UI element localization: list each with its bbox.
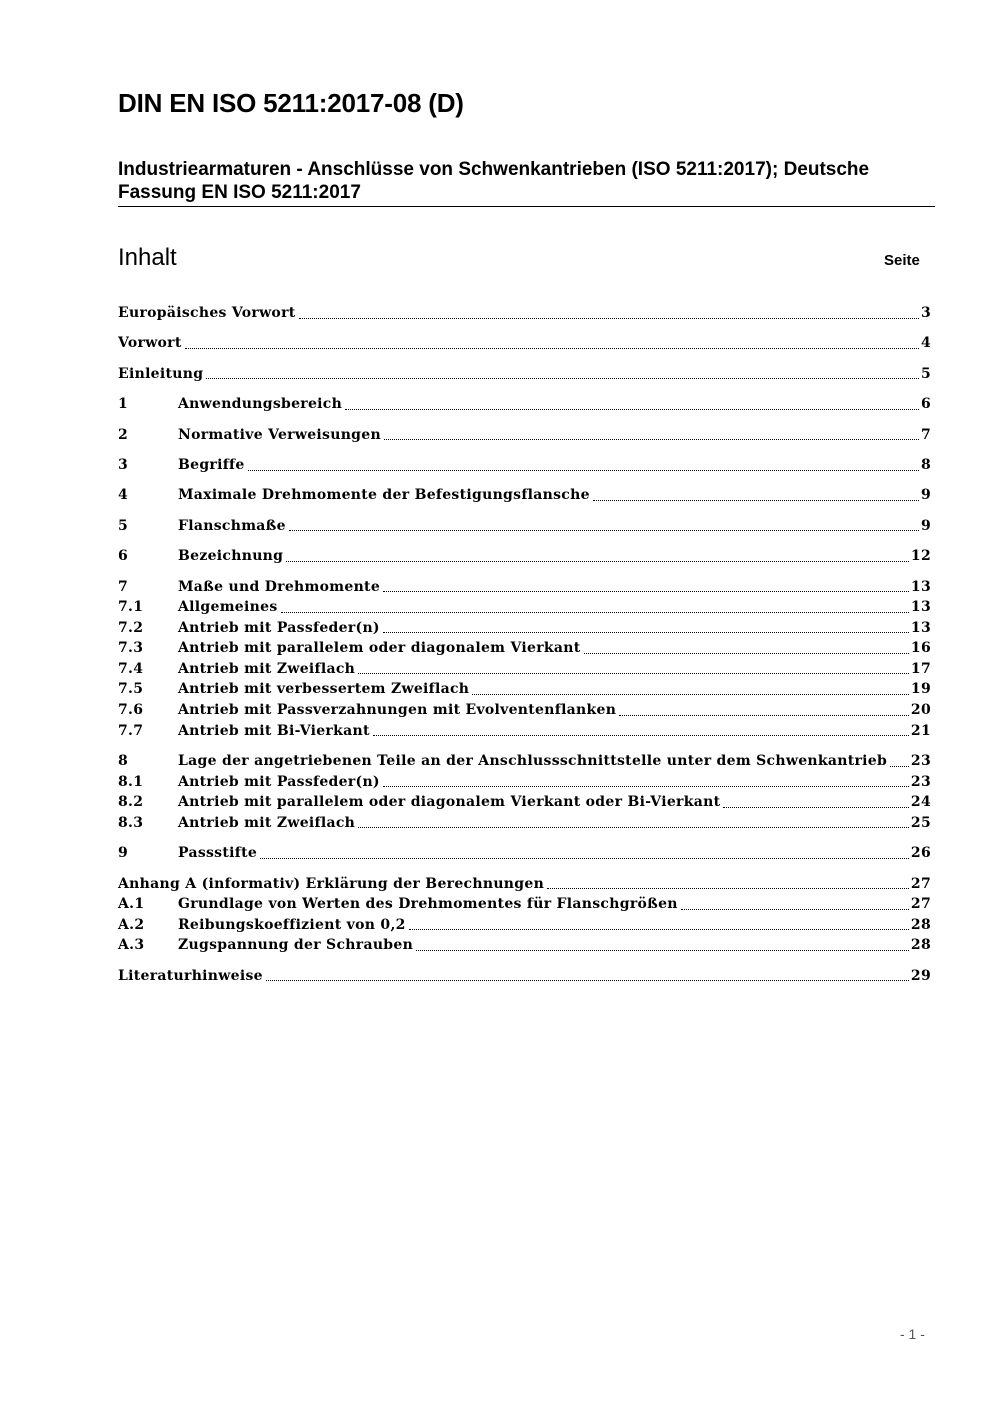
toc-dot-leader xyxy=(383,591,909,592)
toc-entry[interactable] xyxy=(118,577,931,598)
toc-entry-page: 13 xyxy=(910,578,931,595)
toc-entry-page: 5 xyxy=(920,365,931,382)
toc-entry[interactable] xyxy=(118,772,931,793)
toc-entry-label: Vorwort xyxy=(118,335,182,352)
toc-entry-number: 7.1 xyxy=(118,599,144,616)
toc-dot-leader xyxy=(260,858,909,859)
toc-dot-leader xyxy=(286,561,909,562)
toc-entry[interactable] xyxy=(118,546,931,567)
toc-dot-leader xyxy=(619,715,909,716)
toc-entry[interactable] xyxy=(118,894,931,915)
toc-entry-page: 28 xyxy=(910,916,931,933)
toc-entry-number: 5 xyxy=(118,517,129,534)
toc-entry[interactable] xyxy=(118,425,931,446)
toc-entry-number: 8.2 xyxy=(118,794,144,811)
toc-entry-label: Maximale Drehmomente der Befestigungsflansche xyxy=(178,487,590,504)
toc-entry-page: 23 xyxy=(910,753,931,770)
toc-entry-page: 25 xyxy=(910,814,931,831)
toc-entry-label: Bezeichnung xyxy=(178,548,284,565)
toc-entry-label: Antrieb mit parallelem oder diagonalem Vierkant oder Bi-Vierkant xyxy=(178,794,721,811)
toc-entry[interactable] xyxy=(118,843,931,864)
toc-entry-label: Anhang A (informativ) Erklärung der Berechnungen xyxy=(118,875,545,892)
toc-entry[interactable] xyxy=(118,966,931,987)
toc-dot-leader xyxy=(416,950,909,951)
toc-dot-leader xyxy=(723,807,909,808)
toc-dot-leader xyxy=(281,612,909,613)
toc-entry-page: 23 xyxy=(910,773,931,790)
toc-entry-page: 26 xyxy=(910,845,931,862)
toc-entry[interactable] xyxy=(118,638,931,659)
toc-entry[interactable] xyxy=(118,618,931,639)
toc-entry-number: 1 xyxy=(118,396,129,413)
toc-entry-page: 24 xyxy=(910,794,931,811)
toc-dot-leader xyxy=(185,348,919,349)
toc-dot-leader xyxy=(289,530,919,531)
toc-entry-page: 28 xyxy=(910,937,931,954)
toc-dot-leader xyxy=(890,766,909,767)
toc-dot-leader xyxy=(593,500,919,501)
toc-dot-leader xyxy=(681,909,909,910)
toc-entry-page: 9 xyxy=(920,487,931,504)
toc-entry-label: Antrieb mit Passverzahnungen mit Evolventenflanken xyxy=(178,702,617,719)
toc-entry[interactable] xyxy=(118,364,931,385)
toc-entry-number: 4 xyxy=(118,487,129,504)
toc-entry[interactable] xyxy=(118,874,931,895)
toc-entry-number: 8.1 xyxy=(118,773,144,790)
toc-entry-page: 29 xyxy=(910,967,931,984)
toc-dot-leader xyxy=(584,653,909,654)
table-of-contents xyxy=(118,303,931,986)
toc-entry-number: 7.2 xyxy=(118,619,144,636)
toc-entry-label: Grundlage von Werten des Drehmomentes für Flanschgrößen xyxy=(178,896,678,913)
toc-entry-number: 7.4 xyxy=(118,660,144,677)
toc-entry[interactable] xyxy=(118,792,931,813)
toc-entry-page: 12 xyxy=(910,548,931,565)
toc-dot-leader xyxy=(373,735,909,736)
toc-entry[interactable] xyxy=(118,813,931,834)
toc-entry-page: 13 xyxy=(910,619,931,636)
toc-entry[interactable] xyxy=(118,679,931,700)
toc-entry-label: Einleitung xyxy=(118,365,204,382)
toc-entry-page: 20 xyxy=(910,702,931,719)
toc-entry-number: A.2 xyxy=(118,916,145,933)
toc-entry-label: Flanschmaße xyxy=(178,517,286,534)
toc-entry-number: 8.3 xyxy=(118,814,144,831)
toc-dot-leader xyxy=(547,888,909,889)
title-divider xyxy=(118,206,935,207)
toc-entry-number: 3 xyxy=(118,456,129,473)
toc-dot-leader xyxy=(383,786,909,787)
toc-entry-number: 7.6 xyxy=(118,702,144,719)
toc-entry-page: 27 xyxy=(910,875,931,892)
toc-entry-label: Normative Verweisungen xyxy=(178,426,381,443)
toc-entry[interactable] xyxy=(118,915,931,936)
toc-entry[interactable] xyxy=(118,303,931,324)
toc-entry-label: Antrieb mit verbessertem Zweiflach xyxy=(178,681,470,698)
toc-entry-label: Anwendungsbereich xyxy=(178,396,343,413)
toc-entry-page: 9 xyxy=(920,517,931,534)
toc-entry-label: Reibungskoeffizient von 0,2 xyxy=(178,916,406,933)
toc-entry-number: 8 xyxy=(118,753,129,770)
toc-dot-leader xyxy=(472,694,909,695)
toc-entry-page: 16 xyxy=(910,640,931,657)
toc-entry-label: Antrieb mit Passfeder(n) xyxy=(178,773,380,790)
toc-entry-page: 19 xyxy=(910,681,931,698)
toc-entry-label: Maße und Drehmomente xyxy=(178,578,381,595)
toc-entry[interactable] xyxy=(118,700,931,721)
document-id: DIN EN ISO 5211:2017-08 (D) xyxy=(118,88,464,118)
toc-entry[interactable] xyxy=(118,516,931,537)
toc-entry-number: 7.7 xyxy=(118,722,144,739)
toc-entry[interactable] xyxy=(118,485,931,506)
toc-entry[interactable] xyxy=(118,659,931,680)
toc-entry[interactable] xyxy=(118,751,931,772)
toc-dot-leader xyxy=(383,632,909,633)
toc-entry-label: Antrieb mit parallelem oder diagonalem Vierkant xyxy=(178,640,581,657)
page-column-label: Seite xyxy=(884,252,920,269)
toc-entry-label: Lage der angetriebenen Teile an der Anschlussschnittstelle unter dem Schwenkantrieb xyxy=(178,753,888,770)
toc-entry-label: Zugspannung der Schrauben xyxy=(178,937,414,954)
toc-entry-page: 21 xyxy=(910,722,931,739)
toc-entry-number: 7 xyxy=(118,578,129,595)
toc-entry[interactable] xyxy=(118,333,931,354)
toc-entry[interactable] xyxy=(118,721,931,742)
toc-entry-label: Begriffe xyxy=(178,456,245,473)
toc-dot-leader xyxy=(358,673,909,674)
toc-dot-leader xyxy=(409,929,909,930)
toc-entry-page: 27 xyxy=(910,896,931,913)
toc-entry-number: A.3 xyxy=(118,937,145,954)
toc-entry-number: 2 xyxy=(118,426,129,443)
toc-entry-number: 7.3 xyxy=(118,640,144,657)
toc-entry[interactable] xyxy=(118,394,931,415)
toc-entry-page: 8 xyxy=(920,456,931,473)
toc-entry-label: Passstifte xyxy=(178,845,258,862)
toc-entry-page: 4 xyxy=(920,335,931,352)
toc-entry-page: 13 xyxy=(910,599,931,616)
toc-entry-number: 9 xyxy=(118,845,129,862)
toc-dot-leader xyxy=(206,378,919,379)
toc-entry-label: Allgemeines xyxy=(178,599,278,616)
toc-entry-label: Literaturhinweise xyxy=(118,967,263,984)
toc-dot-leader xyxy=(358,827,909,828)
toc-entry[interactable] xyxy=(118,455,931,476)
toc-dot-leader xyxy=(345,409,919,410)
toc-entry-label: Antrieb mit Zweiflach xyxy=(178,660,356,677)
toc-entry-label: Antrieb mit Bi-Vierkant xyxy=(178,722,370,739)
toc-dot-leader xyxy=(299,318,919,319)
toc-entry-label: Europäisches Vorwort xyxy=(118,305,296,321)
toc-entry-label: Antrieb mit Passfeder(n) xyxy=(178,619,380,636)
toc-entry-number: A.1 xyxy=(118,896,145,913)
document-title: Industriearmaturen - Anschlüsse von Schwenkantrieben (ISO 5211:2017); Deutsche Fassung EN ISO 5211:2017 xyxy=(118,159,870,203)
toc-entry-page: 3 xyxy=(920,305,931,321)
toc-dot-leader xyxy=(384,439,919,440)
toc-heading: Inhalt xyxy=(118,244,177,271)
toc-entry-page: 17 xyxy=(910,660,931,677)
toc-entry-page: 6 xyxy=(920,396,931,413)
page-number: - 1 - xyxy=(900,1326,925,1342)
toc-entry-number: 6 xyxy=(118,548,129,565)
toc-entry-page: 7 xyxy=(920,426,931,443)
toc-dot-leader xyxy=(266,980,909,981)
toc-entry-label: Antrieb mit Zweiflach xyxy=(178,814,356,831)
toc-entry-number: 7.5 xyxy=(118,681,144,698)
toc-dot-leader xyxy=(248,470,919,471)
toc-entry[interactable] xyxy=(118,935,931,956)
toc-entry[interactable] xyxy=(118,597,931,618)
